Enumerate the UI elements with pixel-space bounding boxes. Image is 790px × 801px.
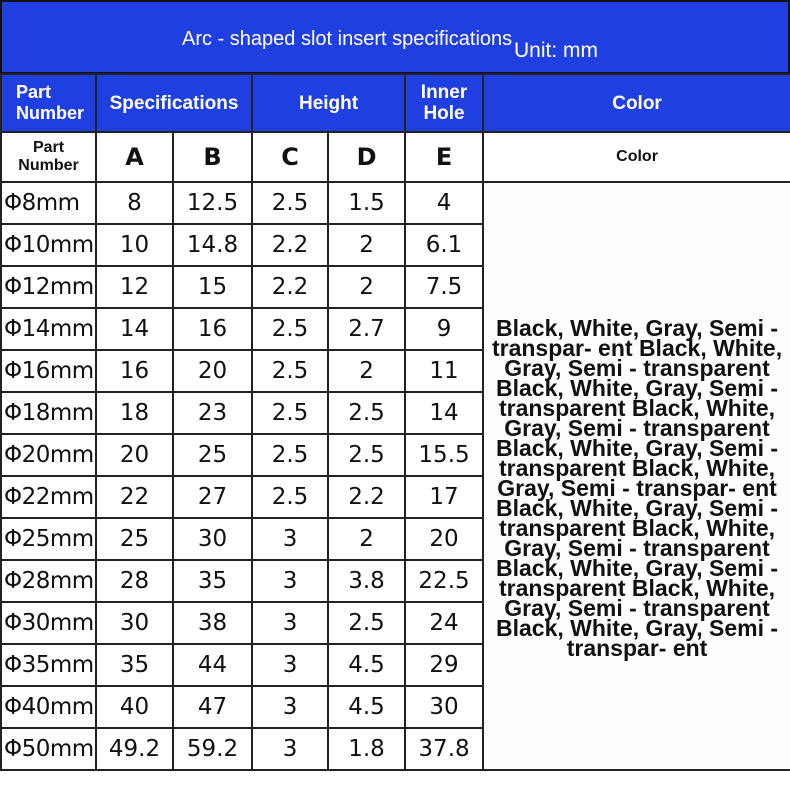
subheader-row [1, 132, 790, 182]
value-cell-a: 40 [96, 686, 173, 728]
value-cell-c: 2.5 [252, 182, 328, 224]
value-cell-e: 37.8 [405, 728, 483, 770]
value-cell-b: 59.2 [173, 728, 252, 770]
value-cell-d: 2.2 [328, 476, 405, 518]
value-cell-a: 12 [96, 266, 173, 308]
subheader-e: E [405, 132, 483, 182]
value-cell-e: 11 [405, 350, 483, 392]
part-number-cell: Φ50mm [1, 728, 96, 770]
value-cell-a: 49.2 [96, 728, 173, 770]
header-part-number: Part Number [1, 74, 96, 132]
value-cell-d: 4.5 [328, 686, 405, 728]
value-cell-c: 3 [252, 560, 328, 602]
value-cell-d: 2 [328, 518, 405, 560]
subheader-a: A [96, 132, 173, 182]
table-row [1, 182, 790, 224]
value-cell-c: 2.5 [252, 434, 328, 476]
part-number-cell: Φ28mm [1, 560, 96, 602]
value-cell-e: 24 [405, 602, 483, 644]
value-cell-c: 2.5 [252, 350, 328, 392]
subheader-part-number: Part Number [1, 132, 96, 182]
value-cell-a: 22 [96, 476, 173, 518]
value-cell-d: 2.7 [328, 308, 405, 350]
value-cell-e: 9 [405, 308, 483, 350]
value-cell-b: 38 [173, 602, 252, 644]
value-cell-b: 20 [173, 350, 252, 392]
value-cell-b: 12.5 [173, 182, 252, 224]
value-cell-e: 20 [405, 518, 483, 560]
value-cell-a: 16 [96, 350, 173, 392]
part-number-cell: Φ25mm [1, 518, 96, 560]
value-cell-a: 35 [96, 644, 173, 686]
part-number-cell: Φ35mm [1, 644, 96, 686]
value-cell-b: 16 [173, 308, 252, 350]
subheader-d: D [328, 132, 405, 182]
value-cell-c: 2.2 [252, 266, 328, 308]
value-cell-d: 1.8 [328, 728, 405, 770]
value-cell-e: 29 [405, 644, 483, 686]
color-description: Black, White, Gray, Semi - transpar- ent Black, White, Gray, Semi - transparent Black, White, Gray, Semi - transparent Black, White, Gray, Semi - transparent Black, White, Gray, Semi - transparent Black, White, Gray, Semi - transpar- ent Black, White, Gray, Semi - transparent Black, White, Gray, Semi - transparent Black, White, Gray, Semi - transparent Black, White, Gray, Semi - transparent Black, White, Gray, Semi - transpar- ent [491, 315, 783, 661]
part-number-cell: Φ8mm [1, 182, 96, 224]
color-description-cell [483, 182, 790, 770]
value-cell-b: 35 [173, 560, 252, 602]
value-cell-d: 4.5 [328, 644, 405, 686]
value-cell-d: 2 [328, 266, 405, 308]
part-number-cell: Φ18mm [1, 392, 96, 434]
header-inner-hole: Inner Hole [405, 74, 483, 132]
spec-table [0, 73, 790, 771]
value-cell-a: 30 [96, 602, 173, 644]
subheader-c: C [252, 132, 328, 182]
value-cell-e: 30 [405, 686, 483, 728]
part-number-cell: Φ14mm [1, 308, 96, 350]
part-number-cell: Φ20mm [1, 434, 96, 476]
title-bar [0, 0, 790, 74]
value-cell-d: 1.5 [328, 182, 405, 224]
value-cell-e: 6.1 [405, 224, 483, 266]
value-cell-a: 10 [96, 224, 173, 266]
value-cell-b: 15 [173, 266, 252, 308]
part-number-cell: Φ40mm [1, 686, 96, 728]
table-title: Arc - shaped slot insert specifications [182, 28, 513, 50]
value-cell-b: 27 [173, 476, 252, 518]
value-cell-a: 18 [96, 392, 173, 434]
value-cell-e: 4 [405, 182, 483, 224]
value-cell-e: 15.5 [405, 434, 483, 476]
value-cell-c: 2.5 [252, 308, 328, 350]
value-cell-e: 22.5 [405, 560, 483, 602]
value-cell-d: 2 [328, 224, 405, 266]
part-number-cell: Φ16mm [1, 350, 96, 392]
value-cell-d: 3.8 [328, 560, 405, 602]
header-row [1, 74, 790, 132]
subheader-color: Color [483, 132, 790, 182]
value-cell-c: 2.5 [252, 392, 328, 434]
value-cell-e: 17 [405, 476, 483, 518]
value-cell-e: 7.5 [405, 266, 483, 308]
value-cell-d: 2.5 [328, 434, 405, 476]
value-cell-c: 3 [252, 644, 328, 686]
part-number-cell: Φ22mm [1, 476, 96, 518]
value-cell-a: 14 [96, 308, 173, 350]
value-cell-a: 20 [96, 434, 173, 476]
header-height: Height [252, 74, 405, 132]
value-cell-a: 25 [96, 518, 173, 560]
value-cell-d: 2 [328, 350, 405, 392]
part-number-cell: Φ12mm [1, 266, 96, 308]
value-cell-e: 14 [405, 392, 483, 434]
value-cell-d: 2.5 [328, 392, 405, 434]
value-cell-b: 23 [173, 392, 252, 434]
value-cell-b: 44 [173, 644, 252, 686]
value-cell-c: 3 [252, 728, 328, 770]
value-cell-c: 3 [252, 686, 328, 728]
value-cell-b: 47 [173, 686, 252, 728]
part-number-cell: Φ30mm [1, 602, 96, 644]
value-cell-a: 8 [96, 182, 173, 224]
value-cell-c: 2.5 [252, 476, 328, 518]
value-cell-a: 28 [96, 560, 173, 602]
value-cell-d: 2.5 [328, 602, 405, 644]
value-cell-b: 14.8 [173, 224, 252, 266]
value-cell-c: 3 [252, 602, 328, 644]
unit-label: Unit: mm [514, 39, 598, 62]
header-specifications: Specifications [96, 74, 252, 132]
subheader-b: B [173, 132, 252, 182]
value-cell-c: 2.2 [252, 224, 328, 266]
value-cell-c: 3 [252, 518, 328, 560]
value-cell-b: 30 [173, 518, 252, 560]
header-color: Color [483, 74, 790, 132]
part-number-cell: Φ10mm [1, 224, 96, 266]
value-cell-b: 25 [173, 434, 252, 476]
